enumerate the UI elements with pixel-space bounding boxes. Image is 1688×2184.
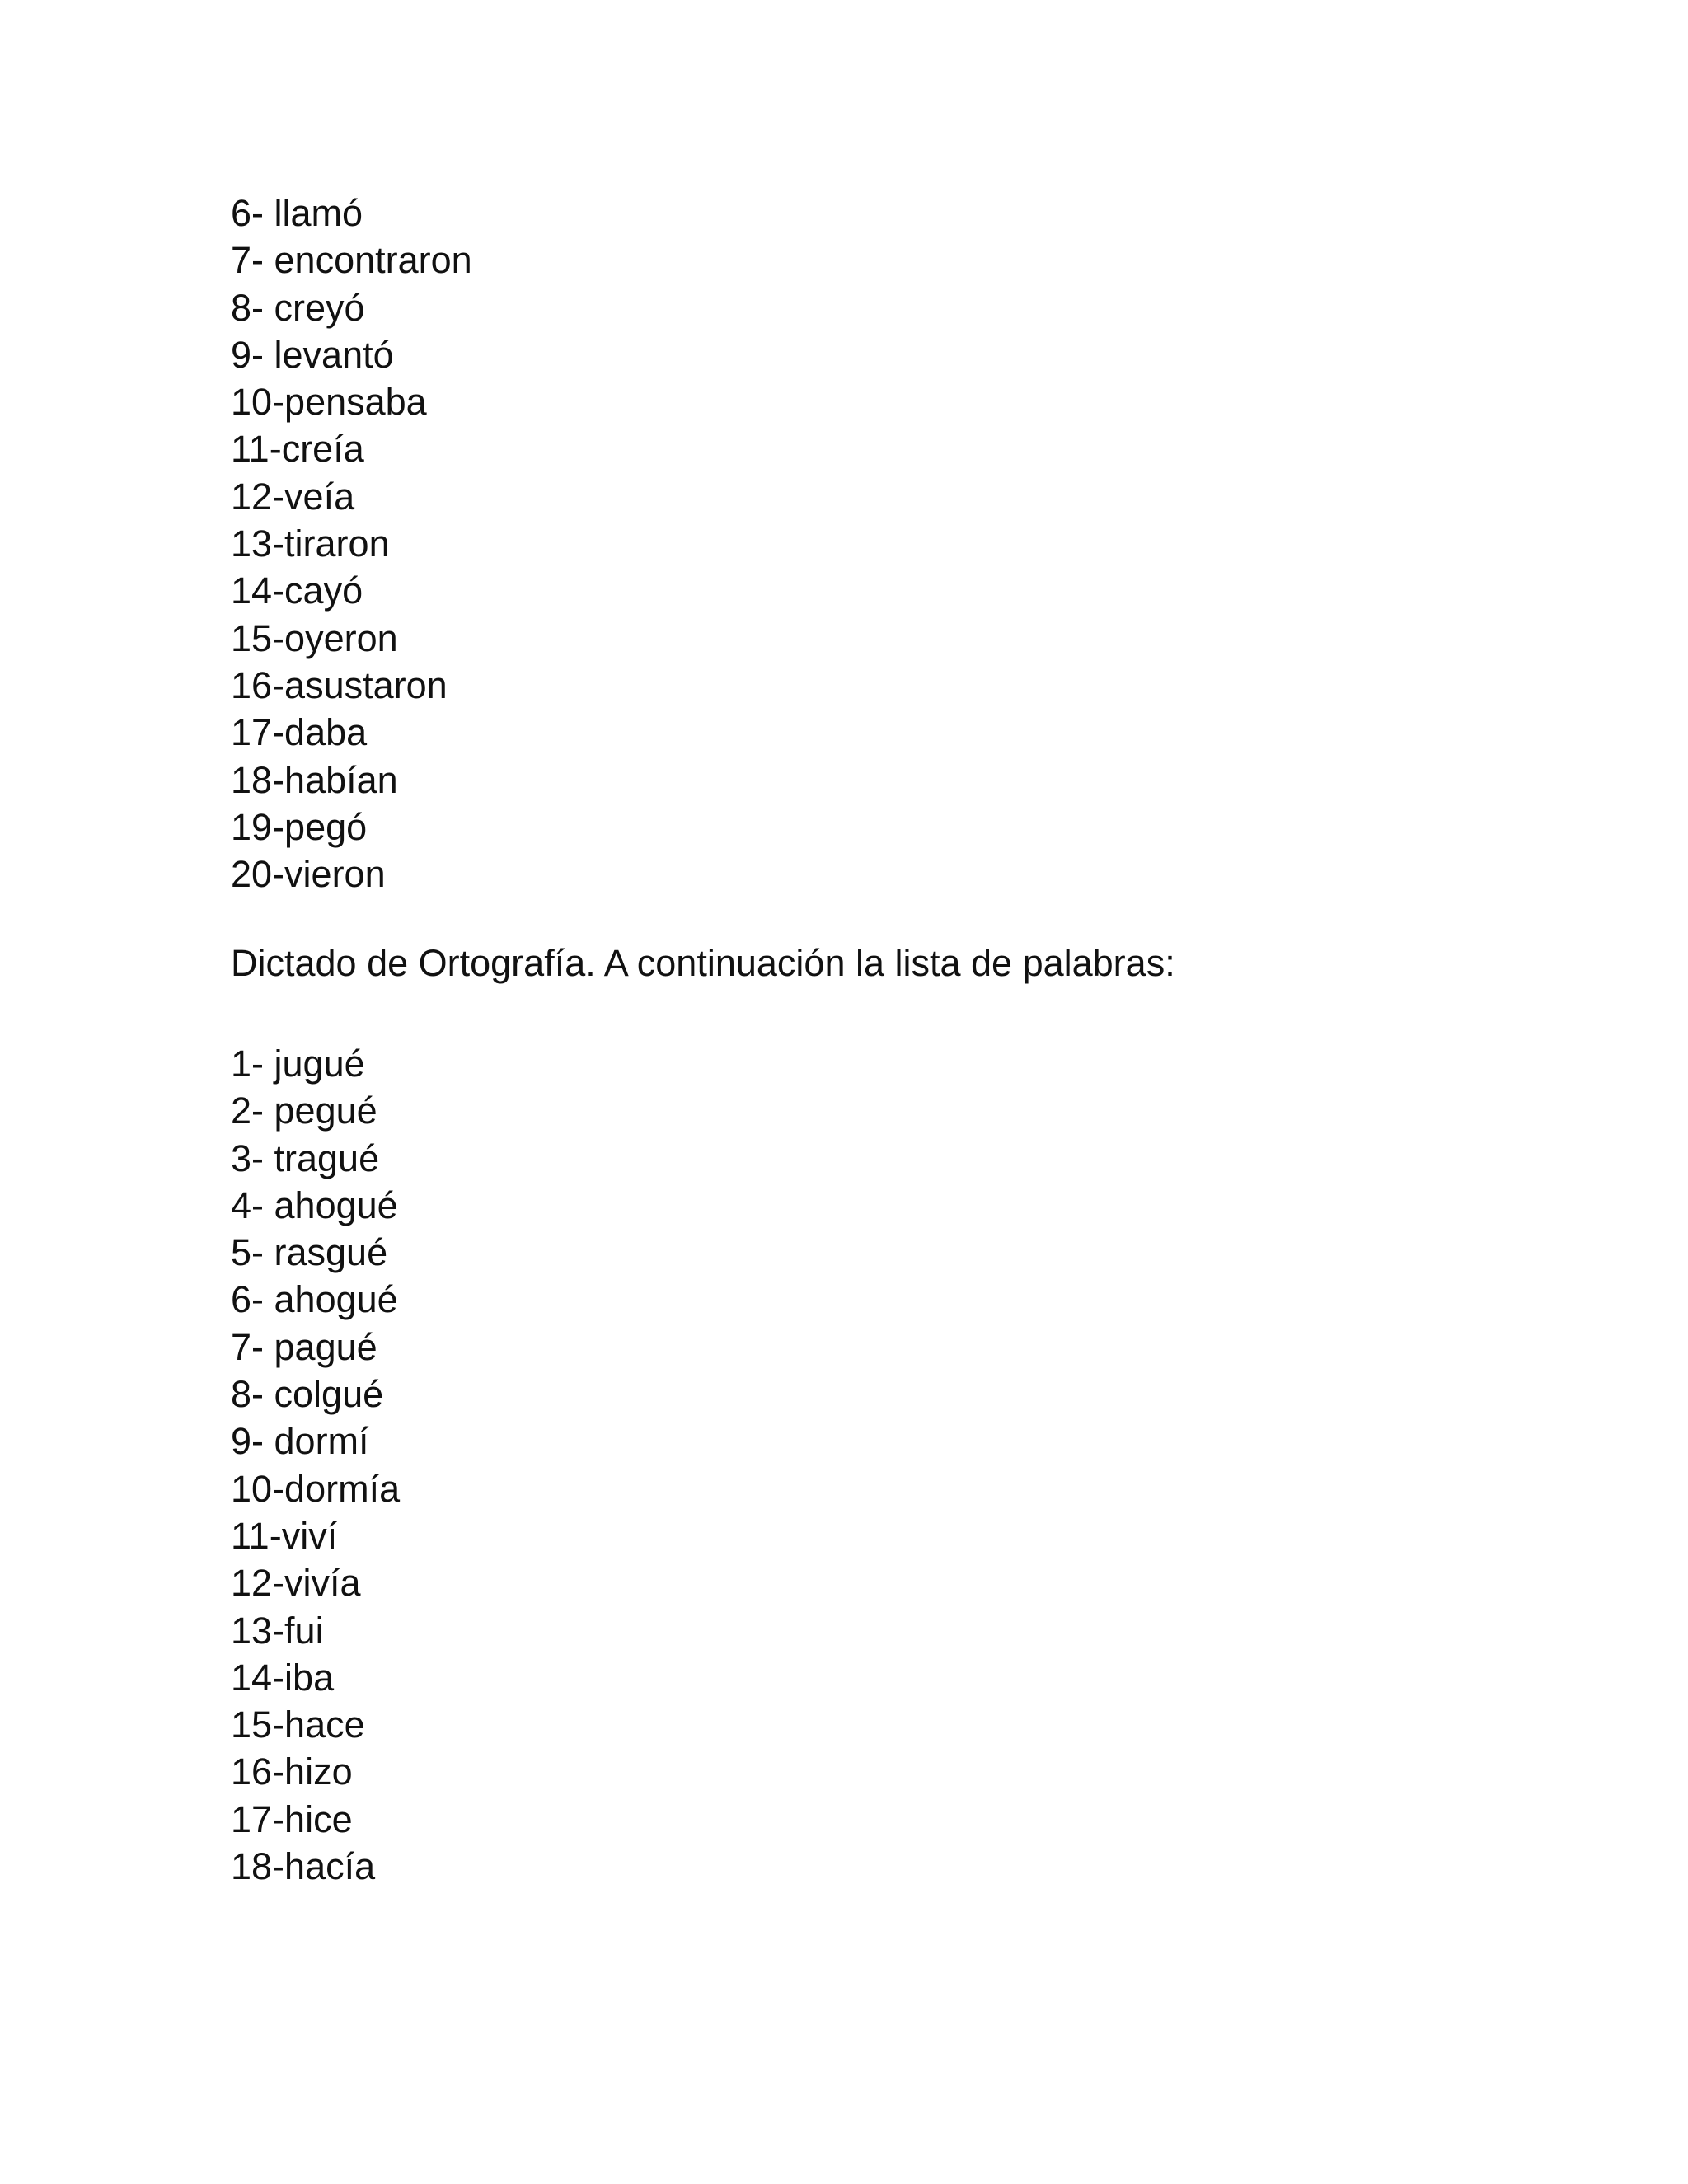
list-item: 15-oyeron	[231, 616, 398, 659]
list-item: 16-asustaron	[231, 663, 448, 706]
list-item: 10-dormía	[231, 1467, 401, 1510]
list-item: 11-viví	[231, 1514, 338, 1557]
list-item: 7- encontraron	[231, 239, 472, 282]
list-item: 9- levantó	[231, 333, 394, 376]
list-item: 8- creyó	[231, 286, 365, 329]
list-item: 12-veía	[231, 475, 355, 518]
list-item: 16-hizo	[231, 1750, 353, 1793]
list-item: 17-daba	[231, 711, 368, 754]
word-list-continued	[231, 190, 472, 898]
list-item: 4- ahogué	[231, 1183, 398, 1226]
dictation-heading: Dictado de Ortografía. A continuación la lista de palabras:	[231, 942, 1175, 984]
list-item: 13-tiraron	[231, 523, 390, 565]
list-item: 18-habían	[231, 758, 398, 801]
list-item: 6- llamó	[231, 192, 363, 234]
list-item: 12-vivía	[231, 1562, 361, 1605]
list-item: 1- jugué	[231, 1043, 365, 1085]
list-item: 7- pagué	[231, 1325, 377, 1368]
list-item: 11-creía	[231, 428, 364, 471]
list-item: 19-pegó	[231, 805, 368, 848]
list-item: 5- rasgué	[231, 1231, 388, 1274]
list-item: 17-hice	[231, 1797, 353, 1840]
list-item: 8- colgué	[231, 1373, 384, 1416]
list-item: 3- tragué	[231, 1137, 380, 1179]
list-item: 9- dormí	[231, 1420, 369, 1463]
list-item: 6- ahogué	[231, 1278, 398, 1321]
list-item: 15-hace	[231, 1704, 365, 1746]
list-item: 18-hacía	[231, 1845, 376, 1888]
list-item: 20-vieron	[231, 853, 386, 896]
list-item: 2- pegué	[231, 1090, 377, 1132]
list-item: 10-pensaba	[231, 381, 427, 424]
list-item: 13-fui	[231, 1609, 324, 1652]
list-item: 14-cayó	[231, 569, 363, 612]
dictation-word-list	[231, 1040, 400, 1890]
list-item: 14-iba	[231, 1656, 335, 1699]
